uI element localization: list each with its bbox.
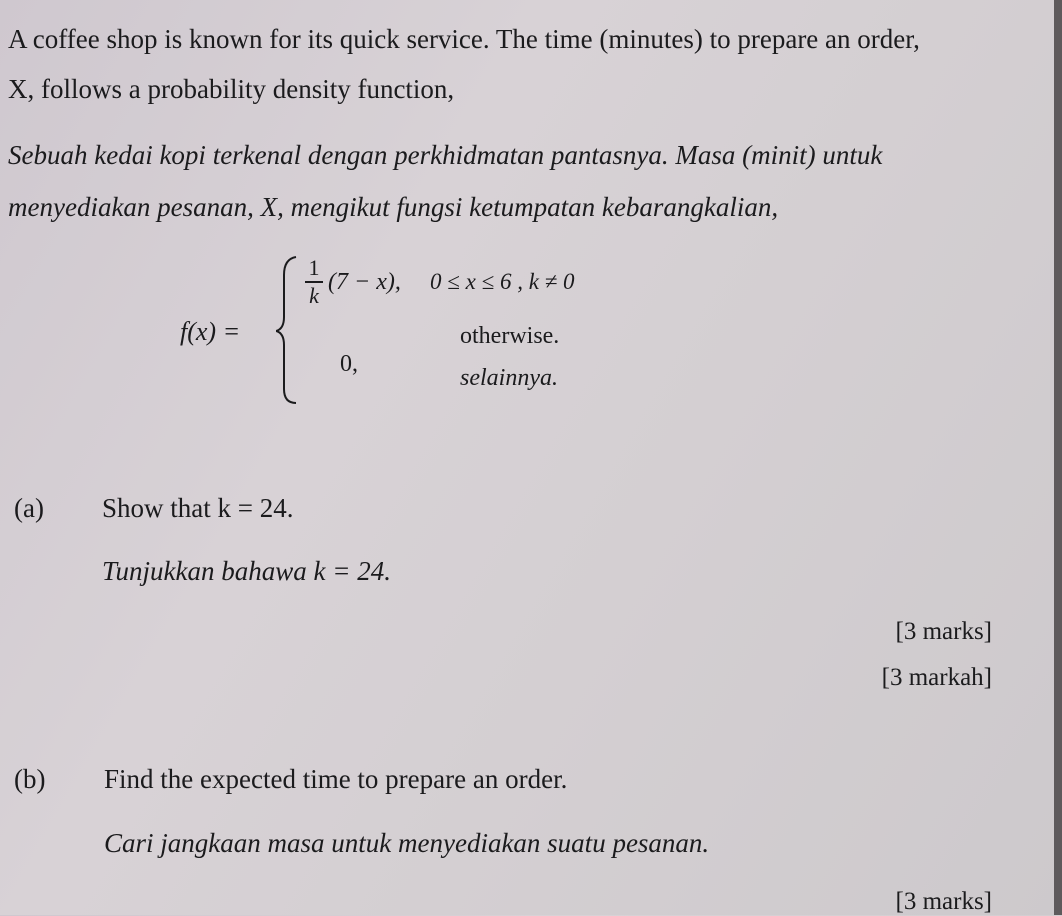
expression-seven-minus-x: (7 − x), (328, 269, 401, 295)
fraction-denominator: k (309, 283, 319, 308)
part-b-marks-en: [3 marks] (895, 888, 992, 915)
otherwise-ms: selainnya. (460, 365, 558, 391)
part-b-text-ms: Cari jangkaan masa untuk menyediakan suatu pesanan. (104, 828, 710, 858)
photo-edge (1054, 0, 1062, 915)
fraction-numerator: 1 (308, 255, 320, 280)
part-a-text-ms: Tunjukkan bahawa k = 24. (102, 556, 391, 586)
part-a-marks-en: [3 marks] (895, 618, 992, 645)
intro-ms-line-1: Sebuah kedai kopi terkenal dengan perkhidmatan pantasnya. Masa (minit) untuk (8, 140, 883, 170)
part-b-label: (b) (14, 764, 46, 794)
zero-case: 0, (340, 351, 358, 377)
fraction-one-over-k (304, 255, 324, 309)
intro-ms-line-2: menyediakan pesanan, X, mengikut fungsi ketumpatan kebarangkalian, (8, 192, 779, 222)
part-a-label: (a) (14, 493, 44, 523)
domain-condition: 0 ≤ x ≤ 6 , k ≠ 0 (430, 269, 575, 294)
function-lhs: f(x) = (180, 317, 241, 346)
piecewise-function (180, 255, 640, 405)
part-b-text-en: Find the expected time to prepare an order. (104, 764, 568, 794)
part-a-text-en: Show that k = 24. (102, 493, 294, 523)
left-brace-icon (276, 255, 302, 405)
intro-en-line-1: A coffee shop is known for its quick service. The time (minutes) to prepare an order, (8, 24, 920, 54)
otherwise-en: otherwise. (460, 323, 560, 349)
intro-en-line-2: X, follows a probability density function, (8, 74, 455, 104)
part-a-marks-ms: [3 markah] (881, 664, 992, 691)
